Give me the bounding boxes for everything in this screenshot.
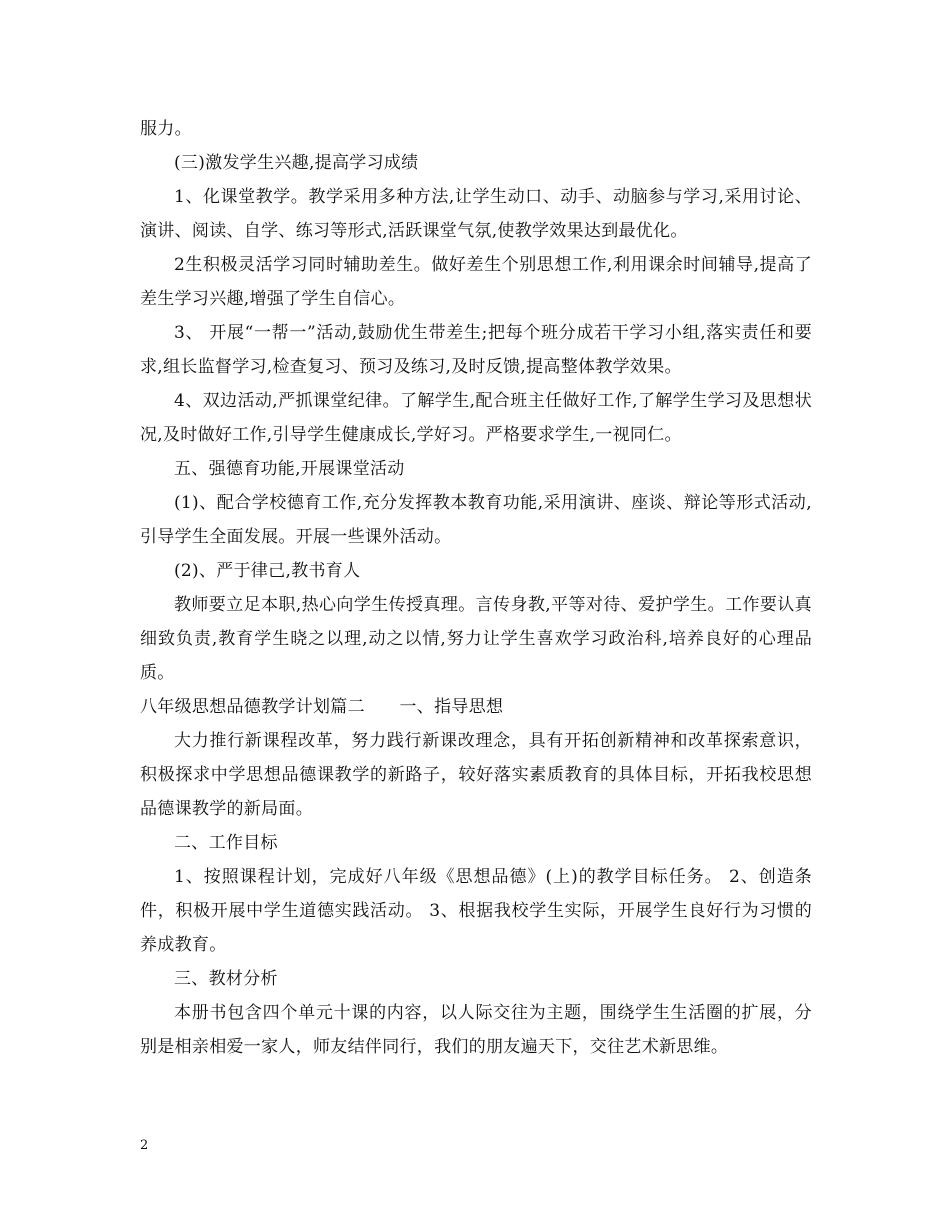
paragraph: 2生积极灵活学习同时辅助差生。做好差生个别思想工作,利用课余时间辅导,提高了差生学习兴趣,增强了学生自信心。 (140, 255, 812, 309)
paragraph: 八年级思想品德教学计划篇二 一、指导思想 (140, 697, 504, 717)
paragraph: 大力推行新课程改革，努力践行新课改理念，具有开拓创新精神和改革探索意识，积极探求中学思想品德课教学的新路子，较好落实素质教育的具体目标，开拓我校思想品德课教学的新局面。 (140, 731, 812, 819)
body-text (140, 112, 812, 1064)
paragraph: (三)激发学生兴趣,提高学习成绩 (174, 153, 419, 173)
paragraph: 三、教材分析 (174, 969, 278, 989)
paragraph: 3、 开展“一帮一”活动,鼓励优生带差生;把每个班分成若干学习小组,落实责任和要求,组长监督学习,检查复习、预习及练习,及时反馈,提高整体教学效果。 (140, 323, 812, 377)
paragraph: 本册书包含四个单元十课的内容，以人际交往为主题，围绕学生生活圈的扩展，分别是相亲相爱一家人，师友结伴同行，我们的朋友遍天下，交往艺术新思维。 (140, 1003, 812, 1057)
paragraph: (2)、严于律己,教书育人 (174, 561, 361, 581)
paragraph: 服力。 (140, 119, 192, 139)
paragraph: 4、双边活动,严抓课堂纪律。了解学生,配合班主任做好工作,了解学生学习及思想状况,及时做好工作,引导学生健康成长,学好习。严格要求学生,一视同仁。 (140, 391, 812, 445)
paragraph: (1)、配合学校德育工作,充分发挥教本教育功能,采用演讲、座谈、辩论等形式活动,引导学生全面发展。开展一些课外活动。 (140, 493, 812, 547)
paragraph: 教师要立足本职,热心向学生传授真理。言传身教,平等对待、爱护学生。工作要认真细致负责,教育学生晓之以理,动之以情,努力让学生喜欢学习政治科,培养良好的心理品质。 (140, 595, 812, 683)
page-number: 2 (140, 1138, 149, 1153)
paragraph: 五、强德育功能,开展课堂活动 (174, 459, 405, 479)
paragraph: 1、按照课程计划，完成好八年级《思想品德》(上)的教学目标任务。 2、创造条件，积极开展中学生道德实践活动。 3、根据我校学生实际，开展学生良好行为习惯的养成教育。 (140, 867, 812, 955)
paragraph: 1、化课堂教学。教学采用多种方法,让学生动口、动手、动脑参与学习,采用讨论、演讲、阅读、自学、练习等形式,活跃课堂气氛,使教学效果达到最优化。 (140, 187, 812, 241)
paragraph: 二、工作目标 (174, 833, 278, 853)
